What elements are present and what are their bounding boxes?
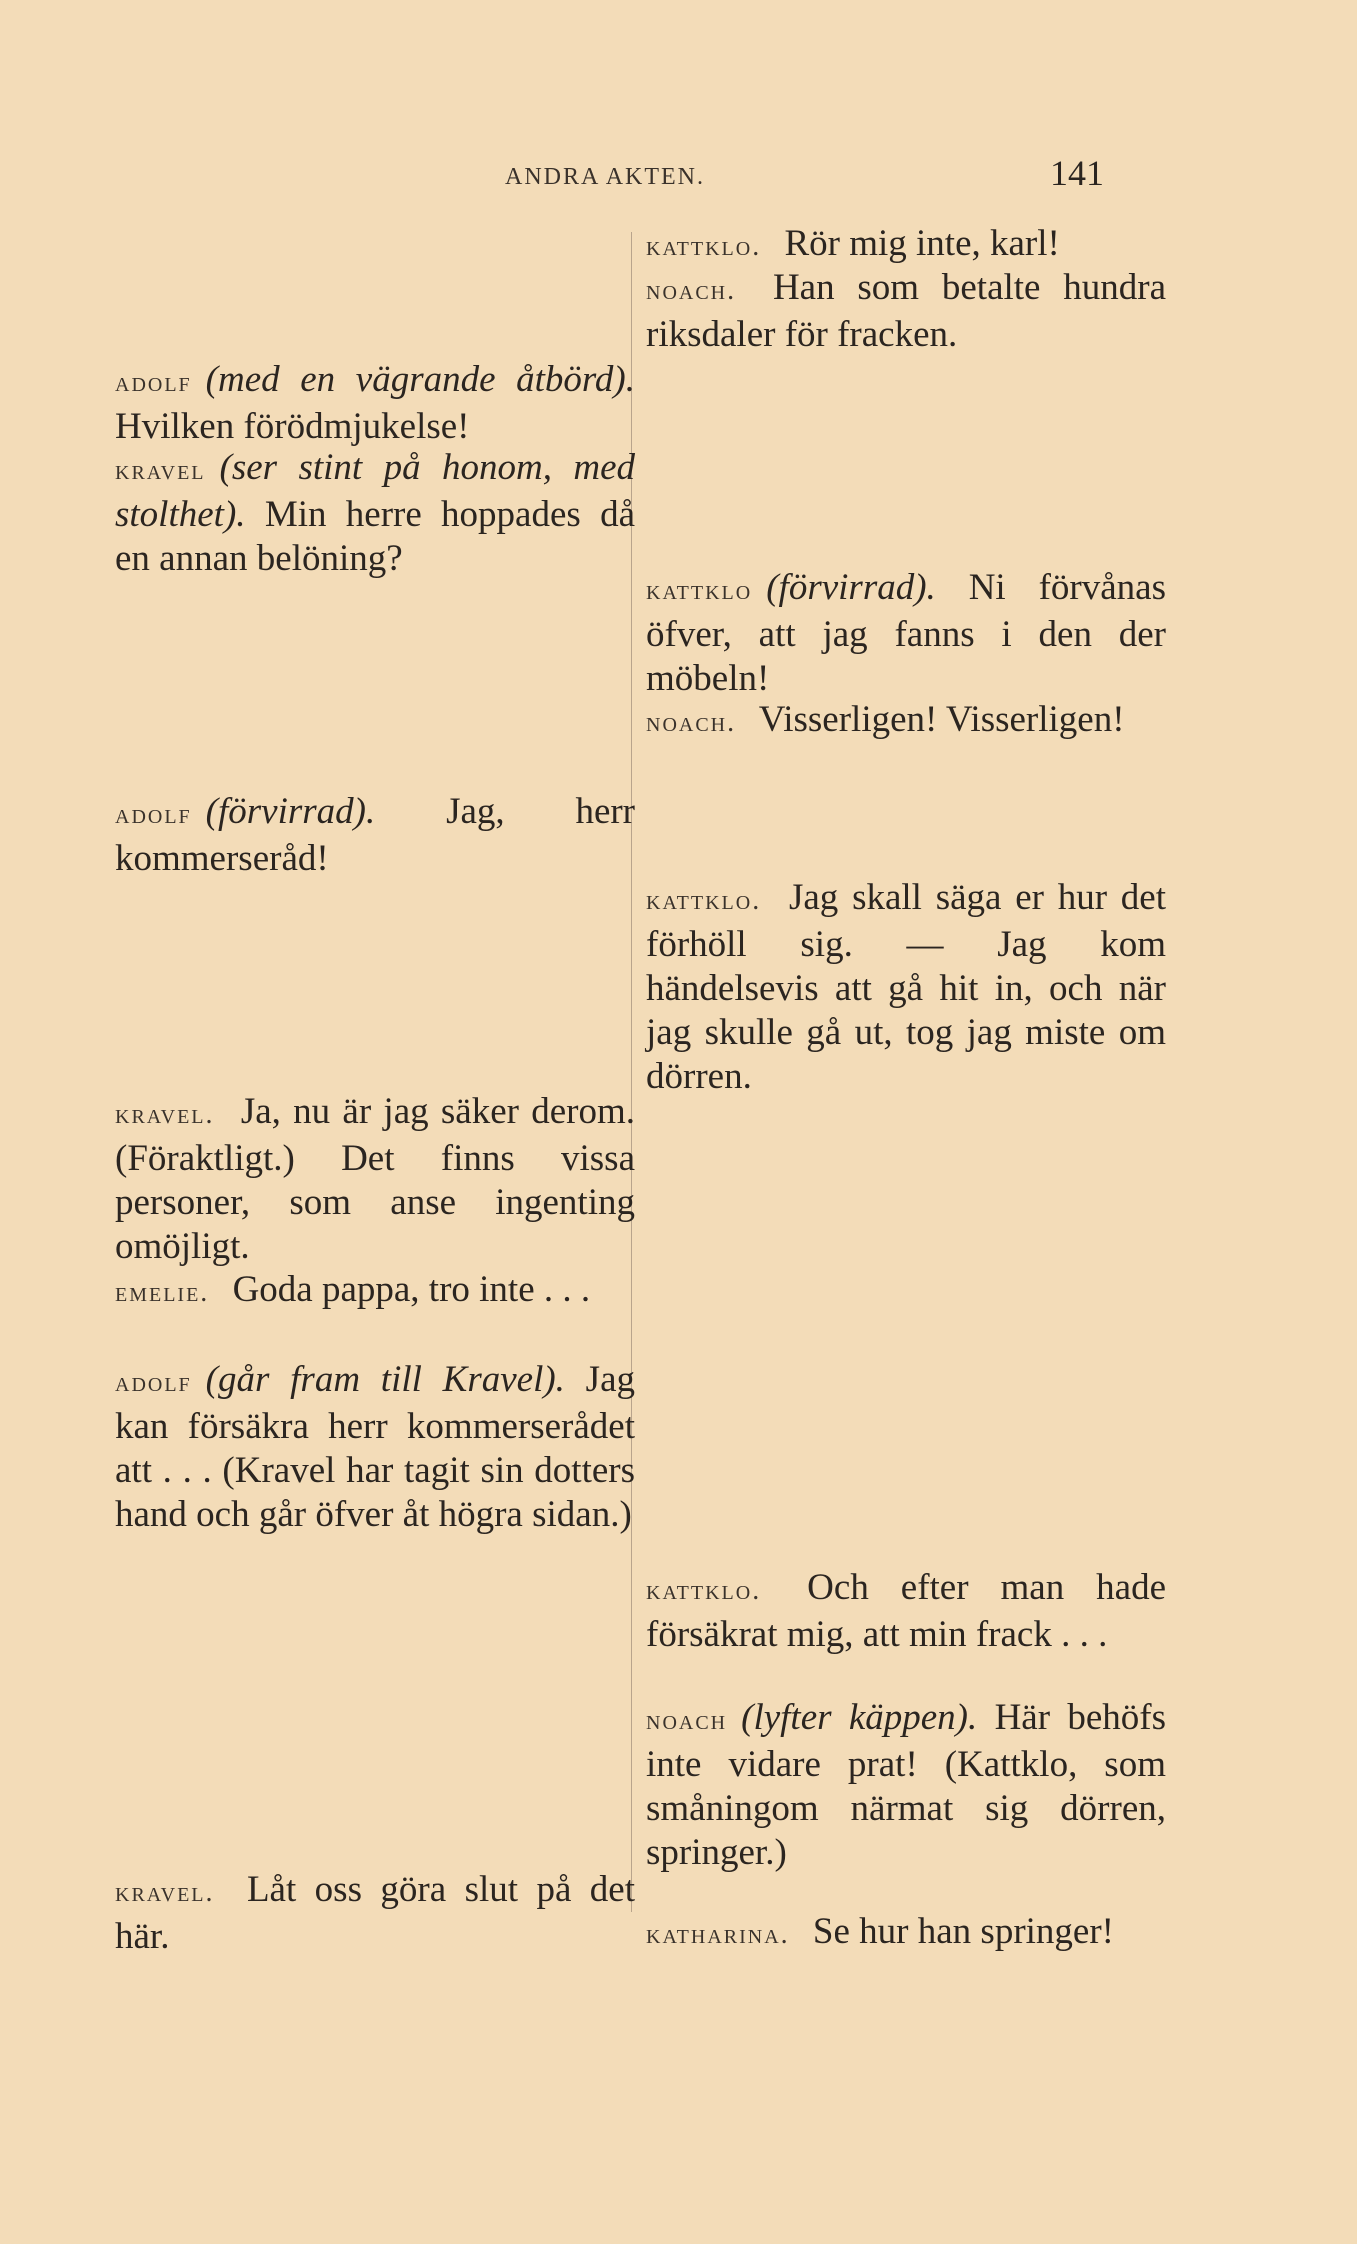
speech-text: Jag, herr kommerseråd! [115,791,636,879]
speaker-name: noach. [646,707,737,738]
speech-block [115,1868,635,1959]
speech-block [646,876,1166,1099]
speech-text: Han som betalte hundra riksdaler för fracken. [646,267,1167,355]
speech-block [646,222,1166,269]
running-head: ANDRA AKTEN. [505,164,706,190]
speech-block [646,266,1166,357]
speaker-name: adolf [115,367,192,398]
speech-block [646,1566,1166,1657]
speaker-name: kravel [115,455,206,486]
speech-block [115,358,635,449]
stage-direction: (med en vägrande åtbörd). [205,359,635,400]
speech-text: Jag kan försäkra herr kommerserådet att . . . (Kravel har tagit sin dotters hand och går öfver åt högra sidan.) [115,1359,635,1535]
speaker-name: adolf [115,1367,192,1398]
speech-block [646,698,1166,745]
speech-text: Och efter man hade försäkrat mig, att min frack . . . [646,1567,1166,1655]
speaker-name: kattklo [646,575,753,606]
speaker-name: noach [646,1705,728,1736]
speech-text: Visserligen! Visserligen! [758,699,1125,740]
speech-block [646,1910,1166,1957]
speaker-name: kravel. [115,1099,215,1130]
speech-block [646,1696,1166,1875]
speaker-name: kravel. [115,1877,215,1908]
speech-block [115,446,635,581]
speech-text: Ja, nu är jag säker derom. (Föraktligt.) Det finns vissa personer, som anse ingenting omöjligt. [115,1091,636,1267]
speaker-name: kattklo. [646,231,762,262]
speech-text: Låt oss göra slut på det här. [115,1869,635,1957]
speaker-name: kattklo. [646,1575,762,1606]
speaker-name: noach. [646,275,737,306]
page-number: 141 [1050,153,1104,193]
stage-direction: (lyfter käppen). [741,1697,978,1738]
speaker-name: emelie. [115,1277,210,1308]
speech-text: Se hur han springer! [812,1911,1114,1952]
speech-text: Min herre hoppades då en annan belöning? [115,494,635,579]
speech-block [646,566,1166,701]
speaker-name: kattklo. [646,885,762,916]
page-header [115,150,1115,200]
stage-direction: (ser stint på honom, med stolthet). [115,447,635,535]
speech-text: Hvilken förödmjukelse! [115,406,470,447]
speech-text: Ni förvånas öfver, att jag fanns i den der möbeln! [646,567,1166,699]
speech-block [115,1358,635,1537]
stage-direction: (förvirrad). [205,791,376,832]
speech-block [115,790,635,881]
speech-block [115,1090,635,1269]
speech-block [115,1268,635,1315]
speech-text: Jag skall säga er hur det förhöll sig. — Jag kom händelsevis att gå hit in, och när jag skulle gå ut, tog jag miste om dörren. [646,877,1166,1097]
speaker-name: katharina. [646,1919,790,1950]
speech-text: Goda pappa, tro inte . . . [232,1269,591,1310]
speech-text: Rör mig inte, karl! [784,223,1060,264]
stage-direction: (går fram till Kravel). [205,1359,565,1400]
stage-direction: (förvirrad). [766,567,936,608]
speech-text: Här behöfs inte vidare prat! (Kattklo, som småningom närmat sig dörren, springer.) [646,1697,1166,1873]
speaker-name: adolf [115,799,192,830]
